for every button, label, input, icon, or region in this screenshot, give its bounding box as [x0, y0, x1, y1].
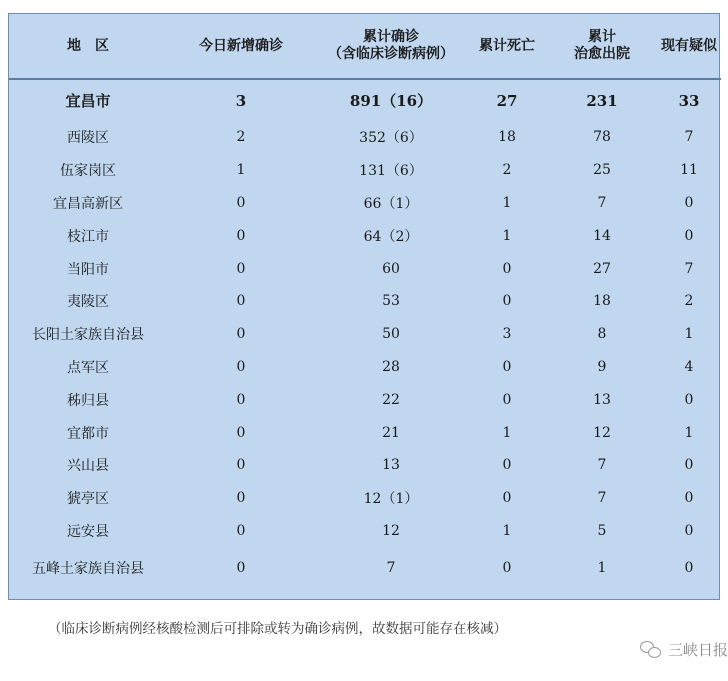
- cell-deaths: 18: [498, 129, 516, 146]
- cell-recovered: 9: [597, 358, 607, 375]
- table-row: [9, 482, 721, 515]
- cell-cumulative: 66（1）: [363, 195, 419, 212]
- col-header-suspected: 现有疑似: [657, 14, 721, 79]
- cell-new: 0: [236, 227, 246, 244]
- cell-recovered: 1: [597, 559, 607, 576]
- stats-table-panel: [8, 13, 720, 600]
- cell-cumulative: 64（2）: [363, 228, 419, 245]
- cell-cumulative: 12: [382, 522, 400, 539]
- cell-recovered: 7: [597, 194, 607, 211]
- cell-recovered: 13: [593, 391, 611, 408]
- cell-deaths: 3: [502, 326, 512, 343]
- cell-cumulative: 21: [382, 424, 400, 441]
- cell-deaths: 1: [502, 424, 512, 441]
- cell-new: 0: [236, 326, 246, 343]
- table-row: [9, 318, 721, 351]
- cell-region: 秭归县: [67, 392, 109, 409]
- cell-new: 0: [236, 559, 246, 576]
- cell-suspected: 1: [684, 424, 694, 441]
- cell-suspected: 0: [684, 227, 694, 244]
- recovered-line2: 治愈出院: [574, 46, 630, 62]
- cell-deaths: 0: [502, 358, 512, 375]
- cell-new: 3: [235, 91, 247, 110]
- wechat-icon: [640, 640, 662, 658]
- cell-region: 当阳市: [67, 261, 109, 278]
- cell-recovered: 7: [597, 457, 607, 474]
- table-row: [9, 383, 721, 416]
- watermark-text: 三峡日报: [667, 640, 728, 659]
- cell-recovered: 25: [593, 162, 611, 179]
- cell-region: 西陵区: [67, 130, 109, 147]
- cell-suspected: 0: [684, 457, 694, 474]
- cell-cumulative: 891（16）: [349, 92, 433, 110]
- cell-deaths: 2: [502, 162, 512, 179]
- cell-deaths: 1: [502, 194, 512, 211]
- cell-recovered: 78: [593, 129, 611, 146]
- cumulative-line2: （含临床诊断病例）: [328, 46, 454, 62]
- cell-recovered: 5: [597, 522, 607, 539]
- cell-deaths: 1: [502, 522, 512, 539]
- cell-deaths: 0: [502, 457, 512, 474]
- cell-region: 五峰土家族自治县: [32, 560, 144, 577]
- cell-new: 0: [236, 358, 246, 375]
- cell-region: 点军区: [67, 359, 109, 376]
- cell-cumulative: 131（6）: [359, 163, 423, 180]
- cell-suspected: 7: [684, 129, 694, 146]
- col-header-cumulative: [315, 14, 467, 79]
- table-row: [9, 416, 721, 449]
- cell-deaths: 0: [502, 260, 512, 277]
- cell-new: 0: [236, 194, 246, 211]
- cell-deaths: 0: [502, 391, 512, 408]
- cell-region: 猇亭区: [67, 491, 109, 508]
- table-row: [9, 219, 721, 252]
- cell-deaths: 1: [502, 227, 512, 244]
- cell-new: 0: [236, 457, 246, 474]
- cell-new: 2: [236, 129, 246, 146]
- cell-deaths: 0: [502, 293, 512, 310]
- cell-recovered: 18: [593, 293, 611, 310]
- table-body: [9, 79, 721, 588]
- table-row: [9, 121, 721, 154]
- cell-recovered: 27: [593, 260, 611, 277]
- col-header-recovered: [547, 14, 657, 79]
- cell-cumulative: 60: [382, 260, 400, 277]
- recovered-line1: 累计: [588, 29, 616, 45]
- cumulative-line1: 累计确诊: [363, 29, 419, 45]
- col-header-deaths: 累计死亡: [467, 14, 547, 79]
- cell-cumulative: 7: [386, 559, 396, 576]
- cell-suspected: 0: [684, 194, 694, 211]
- cell-new: 0: [236, 293, 246, 310]
- table-row: [9, 285, 721, 318]
- table-row: [9, 252, 721, 285]
- cell-region: 宜昌高新区: [53, 195, 123, 212]
- cell-new: 0: [236, 391, 246, 408]
- table-row: [9, 449, 721, 482]
- cell-recovered: 8: [597, 326, 607, 343]
- cell-suspected: 4: [684, 358, 694, 375]
- cell-new: 1: [236, 162, 246, 179]
- cell-region: 伍家岗区: [60, 163, 116, 180]
- cell-deaths: 27: [496, 91, 518, 110]
- cell-cumulative: 352（6）: [359, 130, 423, 147]
- table-row: [9, 515, 721, 548]
- cell-recovered: 12: [593, 424, 611, 441]
- cell-recovered: 231: [586, 91, 618, 110]
- table-header: [9, 14, 721, 79]
- col-header-region: 地 区: [9, 14, 167, 79]
- table-row: [9, 547, 721, 588]
- cell-suspected: 0: [684, 490, 694, 507]
- cell-region: 夷陵区: [67, 294, 109, 311]
- cell-region: 枝江市: [67, 228, 109, 245]
- cell-cumulative: 22: [382, 391, 400, 408]
- cell-suspected: 33: [678, 91, 700, 110]
- cell-suspected: 11: [680, 162, 698, 179]
- cell-cumulative: 50: [382, 326, 400, 343]
- cell-new: 0: [236, 490, 246, 507]
- cell-cumulative: 28: [382, 358, 400, 375]
- table-row: [9, 351, 721, 384]
- col-header-new-today: 今日新增确诊: [167, 14, 315, 79]
- cell-suspected: 0: [684, 522, 694, 539]
- cell-cumulative: 13: [382, 457, 400, 474]
- cell-new: 0: [236, 522, 246, 539]
- footnote: （临床诊断病例经核酸检测后可排除或转为确诊病例，故数据可能存在核减）: [48, 621, 507, 637]
- cell-suspected: 2: [684, 293, 694, 310]
- table-row: [9, 187, 721, 220]
- cell-deaths: 0: [502, 559, 512, 576]
- cell-region: 长阳土家族自治县: [32, 327, 144, 344]
- cell-recovered: 7: [597, 490, 607, 507]
- cell-suspected: 0: [684, 559, 694, 576]
- cell-deaths: 0: [502, 490, 512, 507]
- cell-cumulative: 12（1）: [363, 491, 419, 508]
- cell-new: 0: [236, 424, 246, 441]
- table-row-total: [9, 79, 721, 121]
- cell-region: 宜都市: [67, 425, 109, 442]
- cell-region: 宜昌市: [65, 92, 111, 110]
- cell-new: 0: [236, 260, 246, 277]
- cell-suspected: 1: [684, 326, 694, 343]
- cell-region: 兴山县: [67, 458, 109, 475]
- covid-stats-table: [9, 14, 721, 588]
- cell-suspected: 0: [684, 391, 694, 408]
- watermark: [640, 638, 728, 660]
- cell-region: 远安县: [67, 523, 109, 540]
- cell-cumulative: 53: [382, 293, 400, 310]
- cell-suspected: 7: [684, 260, 694, 277]
- cell-recovered: 14: [593, 227, 611, 244]
- table-row: [9, 154, 721, 187]
